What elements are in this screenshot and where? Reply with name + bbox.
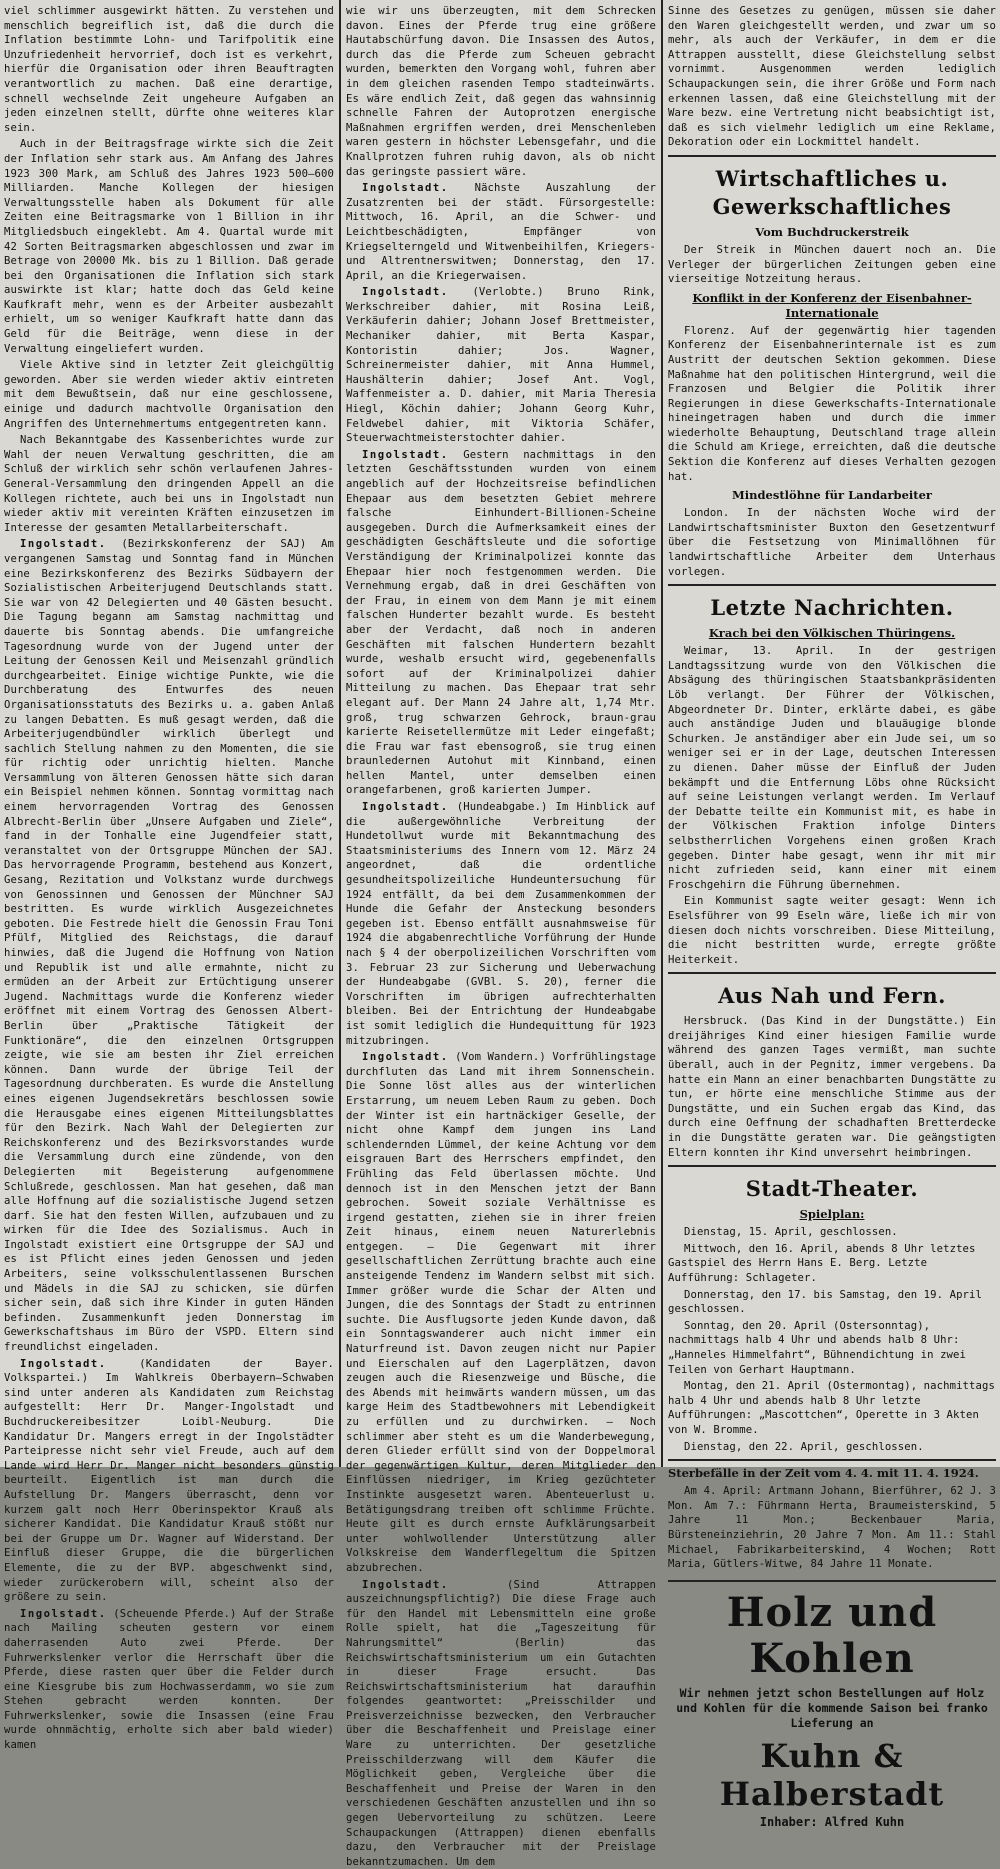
program-item: Dienstag, den 22. April, geschlossen. <box>684 1440 924 1453</box>
column-right <box>664 0 1000 1829</box>
article-text: (Kandidaten der Bayer. Volkspartei.) Im Wahlkreis Oberbayern—Schwaben sind unter anderen als Kandidaten zum Reichstag aufgestellt: Herr Dr. Manger-Ingolstadt und Buchdruckereibesitzer Loibl-Neuburg. Die Kandidatur Dr. Mangers erregt in der Ingolstädter Parteipresse nicht sehr viel Freude, auch auf dem Lande wird Herr Dr. Manger nicht besonders günstig beurteilt. Eigentlich ist man durch die Aufstellung Dr. Mangers überrascht, denn vor kurzem galt noch Herr Oberinspektor Krauß als sicherer Kandidat. Die Kandidatur Krauß stößt nur bei der Gruppe um Dr. Wagner auf Widerstand. Der Einfluß dieser Gruppe, die die bürgerlichen Elemente, die zu der BVP. abgeschwenkt sind, wieder zurückerobern will, scheint also der größere zu sein. <box>4 1357 334 1604</box>
article-text: London. In der nächsten Woche wird der Landwirtschaftsminister Buxton den Gesetzentwurf über die Festsetzung von Minimallöhnen für landwirtschaftliche Arbeiter dem Unterhaus vorlegen. <box>668 507 996 578</box>
article-text: Am 4. April: Artmann Johann, Bierführer, 62 J. 3 Mon. Am 7.: Führmann Herta, Braumeisterskind, 5 Jahre 11 Mon.; Beckenbauer Maria, Bürsteneinziehrin, 20 Jahre 7 Mon. Am 11.: Stahl Michael, Fabrikarbeiterskind, 4 Wochen; Rott Maria, Gütlers-Witwe, 84 Jahre 11 Monate. <box>668 1485 996 1571</box>
theater-program <box>668 1225 996 1454</box>
dateline: Ingolstadt. <box>362 1578 449 1591</box>
article-text: wie wir uns überzeugten, mit dem Schrecken davon. Eines der Pferde trug eine größere Hautabschürfung davon. Die Insassen des Autos, durch das die Pferde zum Scheuen gebracht wurden, bemerkten den Vorgang wohl, fuhren aber in dem gleichen rasenden Tempo stadteinwärts. Es wäre endlich Zeit, daß gegen das wahnsinnig schnelle Fahren der Autoprotzen energische Maßnahmen ergriffen werden, drei Menschenleben waren gestern in höchster Lebensgefahr, und die Knallprotzen fuhren ruhig davon, als ob nicht das geringste passiert wäre. <box>346 5 656 178</box>
section-divider <box>668 1459 996 1461</box>
article-attrappen <box>346 1578 656 1869</box>
section-divider <box>668 584 996 586</box>
subheading: Konflikt in der Konferenz der Eisenbahner-Internationale <box>692 290 972 320</box>
section-title-wirtschaft: Wirtschaftliches u. Gewerkschaftliches <box>712 165 952 219</box>
column-left <box>0 0 338 1752</box>
subheading: Krach bei den Völkischen Thüringens. <box>708 626 956 641</box>
article-text: viel schlimmer ausgewirkt hätten. Zu verstehen und menschlich begreiflich ist, daß die durch die Inflation bestimmte Lohn- und Tarifpolitik eine Unzufriedenheit hervorrief, doch ist es verkehrt, hierfür die Organisation oder ihren Beauftragten verantwortlich zu machen. Daß eine derartige, schnell wechselnde Zeit ungeheure Aufgaben an jeden einzelnen stellt, dürfte ohne weiteres klar sein. <box>4 5 334 134</box>
program-item: Mittwoch, den 16. April, abends 8 Uhr letztes Gastspiel des Herrn Hans E. Berg. Letzte Aufführung: Schlageter. <box>668 1242 976 1284</box>
section-title-letzte-nachrichten: Letzte Nachrichten. <box>710 595 954 621</box>
article-text: Auch in der Beitragsfrage wirkte sich die Zeit der Inflation sehr stark aus. Am Anfang des Jahres 1923 300 Mark, am Schluß des Jahres 1923 500—600 Milliarden. Manche Kollegen der hiesigen Verwaltungsstelle haben als Dokument für alle Zeiten eine Beitragsmarke von 1 Billion in ihr Mitgliedsbuch eingeklebt. Am 4. Quartal wurde mit 42 Sorten Beitragsmarken abgeschlossen und zwar im Betrage von 20000 Mk. bis zu 1 Billion. Daß gerade bei den Organisationen die Inflation sich stark auswirkte ist klar; hatte doch das Geld keine Kaufkraft mehr, wenn es der Arbeiter ausbezahlt erhielt, um so weniger Kaufkraft hatte dann das Geld für die Beiträge, wenn diese in der Verwaltung eingeliefert wurden. <box>4 138 334 355</box>
dateline: Ingolstadt. <box>362 286 449 299</box>
article-text: Gestern nachmittags in den letzten Geschäftsstunden wurden von einem angeblich auf der Hochzeitsreise befindlichen Ehepaar aus dem besetzten Gebiet mehrere falsche Einhundert-Billionen-Scheine ausgegeben. Durch die Aufmerksamkeit eines der geschädigten Geschäftsleute und die sofortige Verständigung der Kriminalpolizei konnte das Ehepaar hier noch festgenommen werden. Die Vernehmung ergab, daß in drei Geschäften von der Frau, in einem von dem Mann je mit einem falschen Hunderter bezahlt wurde. Es besteht aber der Verdacht, daß noch in anderen Geschäften mit falschen Hundertern bezahlt wurde, weshalb ersucht wird, gegebenenfalls sofort auf der Kriminalpolizei dahier Mitteilung zu machen. Das Ehepaar trat sehr elegant auf. Der Mann 24 Jahre alt, 1,74 Mtr. groß, trug schwarzen Gehrock, braun-grau karierte Reisetellermütze mit Leder eingefaßt; die Frau war fast ebensogroß, sie trug einen braunledernen Autohut mit Kinnband, einen hellen Mantel, unter demselben einen orangefarbenen, groß karierten Jumper. <box>346 448 656 797</box>
column-middle <box>342 0 660 1868</box>
section-title-sterbefaelle: Sterbefälle in der Zeit vom 4. 4. mit 11. 4. 1924. <box>668 1466 979 1481</box>
article-text: Ein Kommunist sagte weiter gesagt: Wenn ich Eselsführer von 99 Eseln wäre, ließe ich mir von diesen doch nichts vorschreiben. Diese Mitteilung, die nicht bestritten wurde, erregte größte Heiterkeit. <box>668 895 996 966</box>
section-title-stadt-theater: Stadt-Theater. <box>745 1176 919 1202</box>
article-text: (Bezirkskonferenz der SAJ) Am vergangenen Samstag und Sonntag fand in München eine Bezirkskonferenz des Bezirks Südbayern der Sozialistischen Arbeiterjugend Deutschlands statt. Sie war von 42 Delegierten und 40 Gästen besucht. Die Tagung begann am Samstag nachmittag und dauerte bis Sonntag abends. Die umfangreiche Tagesordnung wurde von der Jugend unter der Leitung der Genossen Keil und Meisenzahl gründlich durchgearbeitet. Einige wichtige Punkte, wie die Durchberatung des Entwurfes des neuen Organisationsstatuts des Bezirks u. a. gaben Anlaß zu langen Debatten. Es muß gesagt werden, daß die Arbeiterjugendbündler wirklich überlegt und sachlich Stellung nahmen zu den Momenten, die sie für richtig oder unrichtig hielten. Manche Versammlung von älteren Genossen hätte sich daran ein Beispiel nehmen können. Sonntag vormittag nach einem hervorragenden Vortrag des Genossen Albrecht-Berlin über „Unsere Aufgaben und Ziele“, fand in der Tonhalle eine Jugendfeier statt, veranstaltet von der Ortsgruppe München der SAJ. Das hervorragende Programm, bestehend aus Konzert, Gesang, Rezitation und Volkstanz wurde durchwegs von Genossinnen und Genossen der Münchner SAJ bestritten. Es wurde wirklich Ausgezeichnetes geboten. Die Festrede hielt die Genossin Frau Toni Pfülf, Mitglied des Reichstags, die darauf hinwies, daß die Jugend die Hoffnung von Nation und Republik ist und alle ermahnte, nicht zu ermüden an der Arbeit zur Ertüchtigung unserer Jugend. Nachmittags wurde die Konferenz wieder eröffnet mit einem Vortrag des Genossen Albert-Berlin über „Praktische Tätigkeit der Funktionäre“, die den einzelnen Ortsgruppen zeigte, wie sie am besten ihr Ziel erreichen können. Dann wurde der übrige Teil der Tagesordnung durchberaten. Es wurde die Anstellung eines eigenen Jugendsekretärs beschlossen sowie die Herausgabe eines eigenen Mitteilungsblattes für den Bezirk. Nach Wahl der Delegierten zur Reichskonferenz und des Bezirksvorstandes wurde die Versammlung durch eine zündende, von den Delegierten mit Begeisterung aufgenommene Schlußrede, geschlossen. Man hat gesehen, daß man alle Hoffnung auf die sozialistische Jugend setzen darf. Sie hat den festen Willen, aufzubauen und zu wirken für die Idee des Sozialismus. Auch in Ingolstadt existiert eine Ortsgruppe der SAJ und es ist Pflicht eines jeden Genossen und jeden Arbeiters, seine volksschulentlassenen Burschen und Mädels in die SAJ zu schicken, sie dürfen sicher sein, daß sich ihre Kinder in guten Händen befinden. Zusammenkunft jeden Donnerstag im Gewerkschaftshaus im Büro der VSPD. Eltern sind freundlichst eingeladen. <box>4 538 334 1354</box>
column-rule <box>661 0 663 1467</box>
article-text: Nächste Auszahlung der Zusatzrenten bei der städt. Fürsorgestelle: Mittwoch, 16. April, an die Schwer- und Leichtbeschädigten, Empfänger von Kriegselterngeld und Witwenbeihilfen, Kriegers- und Altrentnerswitwen; Donnerstag, den 17. April, an die Kriegerwaisen. <box>346 182 656 282</box>
dateline: Ingolstadt. <box>20 1357 107 1370</box>
article-hundeabgabe <box>346 800 656 1048</box>
dateline: Ingolstadt. <box>362 801 449 814</box>
article-zusatzrenten <box>346 181 656 283</box>
article-text: Nach Bekanntgabe des Kassenberichtes wurde zur Wahl der neuen Verwaltung geschritten, die am Schluß der wirklich sehr schön verlaufenen Jahres-General-Versammlung den dringenden Appell an die Kollegen richtete, auch bei uns in Ingolstadt nun wieder aktiv mit vereinten Kräften einzusetzen im Interesse der gesamten Metallarbeiterschaft. <box>4 434 334 534</box>
article-text: Hersbruck. (Das Kind in der Dungstätte.) Ein dreijähriges Kind einer hiesigen Familie wurde während des ganzen Tages vermißt, man suchte überall, auch in der Pegnitz, immer vergebens. Da hatte ein Mann an einer benachbarten Dungstätte zu tun, er hörte eine menschliche Stimme aus der Dungstätte, und ein Suchen ergab das Kind, das durch eine Oeffnung der schadhaften Bretterdecke in die Dungstätte geraten war. Die geängstigten Eltern konnten ihr Kind unversehrt heimbringen. <box>668 1015 996 1159</box>
program-item: Dienstag, 15. April, geschlossen. <box>684 1226 898 1239</box>
section-divider <box>668 155 996 157</box>
article-text: (Sind Attrappen auszeichnungspflichtig?) Die diese Frage auch für den Handel mit Lebensmitteln eine große Rolle spielt, hat die „Tageszeitung für Nahrungsmittel“ (Berlin) das Reichswirtschaftsministerium um ein Gutachten in dieser Frage ersucht. Das Reichswirtschaftsministerium hat daraufhin folgendes geantwortet: „Preisschilder und Preisverzeichnisse bezwecken, den Verbraucher über die Beschaffenheit und Preislage einer Ware zu unterrichten. Der gesetzliche Preisschilderzwang will dem Käufer die Möglichkeit geben, Vergleiche über die Beschaffenheit und Preise der Waren in den verschiedenen Geschäften anzustellen und ihn so gegen Uebervorteilung zu schützen. Leere Schaupackungen (Attrappen) dienen ebenfalls dazu, den Verbraucher mit der Preislage bekanntzumachen. Um dem <box>346 1578 657 1868</box>
article-text: Sinne des Gesetzes zu genügen, müssen sie daher den Waren gleichgestellt werden, und zwar um so mehr, als auch der Verkäufer, in dem er die Attrappen ausstellt, diese Gleichstellung selbst vornimmt. Ausgenommen werden lediglich Schaupackungen sein, die ihrer Größe und Form nach erkennen lassen, daß eine Gleichstellung mit der Ware bezw. eine Vertretung nicht beabsichtigt ist, daß es sich vielmehr lediglich um eine Reklame, Dekoration oder ein Lockmittel handelt. <box>668 5 996 149</box>
section-divider <box>668 972 996 974</box>
subheading: Mindestlöhne für Landarbeiter <box>732 488 932 503</box>
article-text: (Scheuende Pferde.) Auf der Straße nach Mailing scheuten gestern vor einem daherrasenden Auto zwei Pferde. Der Fuhrwerkslenker verlor die Herrschaft über die Pferde, diese rasten quer über die Felder durch eine Kiesgrube bis zum Hochwasserdamm, wo sie zum Stehen gebracht werden konnten. Der Fuhrwerkslenker, sowie die Insassen (eine Frau wurde ohnmächtig, erholte sich aber bald wieder) kamen <box>4 1607 334 1752</box>
article-text: (Verlobte.) Bruno Rink, Werkschreiber dahier, mit Rosina Leiß, Verkäuferin dahier; Johann Josef Brettmeister, Mechaniker dahier, mit Berta Kaspar, Kontoristin dahier; Jos. Wagner, Schreinermeister dahier, mit Anna Hummel, Haushälterin dahier; Josef Ant. Vogl, Waffenmeister a. D. dahier, mit Maria Theresia Hiegl, Köchin dahier; Johann Georg Kuhr, Feldwebel dahier, mit Viktoria Schäfer, Steuerwachtmeisterstochter dahier. <box>346 286 656 445</box>
article-kandidaten <box>4 1357 334 1605</box>
dateline: Ingolstadt. <box>20 1607 107 1620</box>
program-item: Donnerstag, den 17. bis Samstag, den 19. April geschlossen. <box>668 1288 982 1316</box>
section-divider <box>668 1165 996 1167</box>
dateline: Ingolstadt. <box>362 182 449 195</box>
ad-firm-name: Kuhn & Halberstadt <box>719 1736 945 1813</box>
article-text: (Vom Wandern.) Vorfrühlingstage durchfluten das Land mit ihrem Sonnenschein. Die Sonne löst alles aus der winterlichen Erstarrung, um neuem Leben Raum zu geben. Doch der Winter ist ein hartnäckiger Geselle, der nicht ohne Kampf dem jungen ins Land schlendernden Lümmel, der keine Achtung vor dem eisgrauen Bart des Herrschers empfindet, den Frühling das Feld überlassen möchte. Und dennoch ist in den Menschen jetzt der Bann gebrochen. Soweit soziale Verhältnisse es irgend gestatten, ziehen sie in ihrer freien Zeit hinaus, einem neuen Naturerlebnis entgegen. — Die Gegenwart mit ihrer gesellschaftlichen Zerrüttung brachte auch eine ansteigende Tendenz im Wandern selbst mit sich. Immer größer wurde die Schar der Alten und Jungen, die des Sonntags der Stadt zu entrinnen suchte. Die Ausflugsorte jeden Kunde davon, daß ein Sonntagswanderer auch nicht immer ein Naturfreund ist. Davon zeugen nicht nur Papier und Eierschalen auf den Lagerplätzen, davon zeugen auch die Riesenzweige und Büsche, die des Abends mit heimwärts wandern müssen, um das karge Heim des Stadtbewohners mit Lebendigkeit zu erfüllen und zu durchwirken. — Noch schlimmer aber steht es um die Wanderbewegung, deren Glieder erfüllt sind von der Doppelmoral der gegenwärtigen Kultur, deren Mitglieder den Einflüssen niedriger, im Krieg gezüchteter Instinkte ausgesetzt waren. Abenteuerlust u. Betätigungsdrang treiben oft schlimme Früchte. Heute gilt es durch ernste Aufklärungsarbeit unter wohlwollender Unterstützung aller Volkskreise dem Wanderflegeltum die Spitzen abzubrechen. <box>346 1051 656 1574</box>
ad-body: Wir nehmen jetzt schon Bestellungen auf Holz und Kohlen für die kommende Saison bei franko Lieferung an <box>676 1685 988 1730</box>
article-text: (Hundeabgabe.) Im Hinblick auf die außergewöhnliche Verbreitung der Hundetollwut wurde mit Bekanntmachung des Staatsministeriums des Innern vom 12. März 24 angeordnet, daß die ordentliche gesundheitspolizeiliche Hundeuntersuchung für 1924 entfällt, da bei dem Zusammenkommen der Hunde die Gefahr der Ansteckung besonders gegeben ist. Ebenso entfällt ausnahmsweise für 1924 die abgabenrechtliche Vorführung der Hunde nach § 4 der oberpolizeilichen Vorschriften vom 3. Februar 23 zur Sicherung und Ueberwachung der Hundeabgabe (GVBl. S. 20), ferner die Vorschriften im übrigen aufrechterhalten bleiben. Bei der Entrichtung der Hundeabgabe ist somit lediglich die Hundequittung für 1923 mitzubringen. <box>346 801 656 1047</box>
article-verlobte <box>346 285 656 446</box>
section-title-aus-nah-und-fern: Aus Nah und Fern. <box>718 983 946 1009</box>
article-wandern <box>346 1050 656 1575</box>
subheading: Spielplan: <box>799 1207 865 1222</box>
dateline: Ingolstadt. <box>362 1051 449 1064</box>
ad-owner: Inhaber: Alfred Kuhn <box>759 1814 905 1829</box>
advertisement <box>668 1580 996 1829</box>
article-text: Der Streik in München dauert noch an. Die Verleger der bürgerlichen Zeitungen geben eine vierseitige Notzeitung heraus. <box>668 243 996 286</box>
article-falschgeld <box>346 448 656 798</box>
dateline: Ingolstadt. <box>20 538 107 551</box>
program-item: Sonntag, den 20. April (Ostersonntag), nachmittags halb 4 Uhr und abends halb 8 Uhr: „Hanneles Himmelfahrt“, Bühnendichtung in zwei Teilen von Gerhart Hauptmann. <box>668 1319 966 1376</box>
article-text: Weimar, 13. April. In der gestrigen Landtagssitzung wurde von den Völkischen die Absägung des thüringischen Staatsbankpräsidenten Löb verlangt. Der Führer der Völkischen, Abgeordneter Dr. Dinter, erklärte dabei, es gäbe auch anständige Juden und blauäugige blonde Schurken. Je anständiger aber ein Jude sei, um so weniger sei er in der Lage, deutschen Interessen zu dienen. Daher müsse der Einfluß der Juden bekämpft und die Entfernung Löbs ohne Rücksicht auf seine Leistungen verlangt werden. Im Verlauf der Debatte teilte ein Kommunist mit, es habe in der Völkischen Fraktion infolge Dinters selbstherrlichen Vorgehens einen großen Krach gegeben. Dinter habe gesagt, wenn ihr mit mir nicht zufrieden seid, kann einer mit einem Froschgehirn die Führung übernehmen. <box>668 645 996 891</box>
program-item: Montag, den 21. April (Ostermontag), nachmittags halb 4 Uhr und abends halb 8 Uhr letzte Aufführungen: „Mascottchen“, Operette in 3 Akten von W. Bromme. <box>668 1380 995 1436</box>
article-text: Viele Aktive sind in letzter Zeit gleichgültig geworden. Aber sie werden wieder aktiv eintreten mit dem Bewußtsein, daß nur eine geschlossene, einige und dadurch machtvolle Organisation den Angriffen des Unternehmertums entgegentreten kann. <box>4 359 334 430</box>
subheading: Vom Buchdruckerstreik <box>755 224 909 239</box>
article-bezirkskonferenz <box>4 537 334 1354</box>
article-text: Florenz. Auf der gegenwärtig hier tagenden Konferenz der Eisenbahnerinternale ist es zum Austritt der deutschen Sektion gekommen. Diese Maßnahme hat den politischen Hintergrund, weil die Franzosen und Belgier die Politik ihrer Regierungen in diese Gewerkschafts-Internationale hineingetragen haben und durch die immer wiederholte Behauptung, Deutschland trage allein die Schuld am Kriege, erreichten, daß die deutsche Sektion die Konferenz auf dieses Verhalten gezogen hat. <box>668 324 996 483</box>
ad-title: Holz und Kohlen <box>726 1588 938 1682</box>
dateline: Ingolstadt. <box>362 448 449 461</box>
article-scheuende-pferde <box>4 1607 334 1753</box>
column-rule <box>339 0 341 1467</box>
